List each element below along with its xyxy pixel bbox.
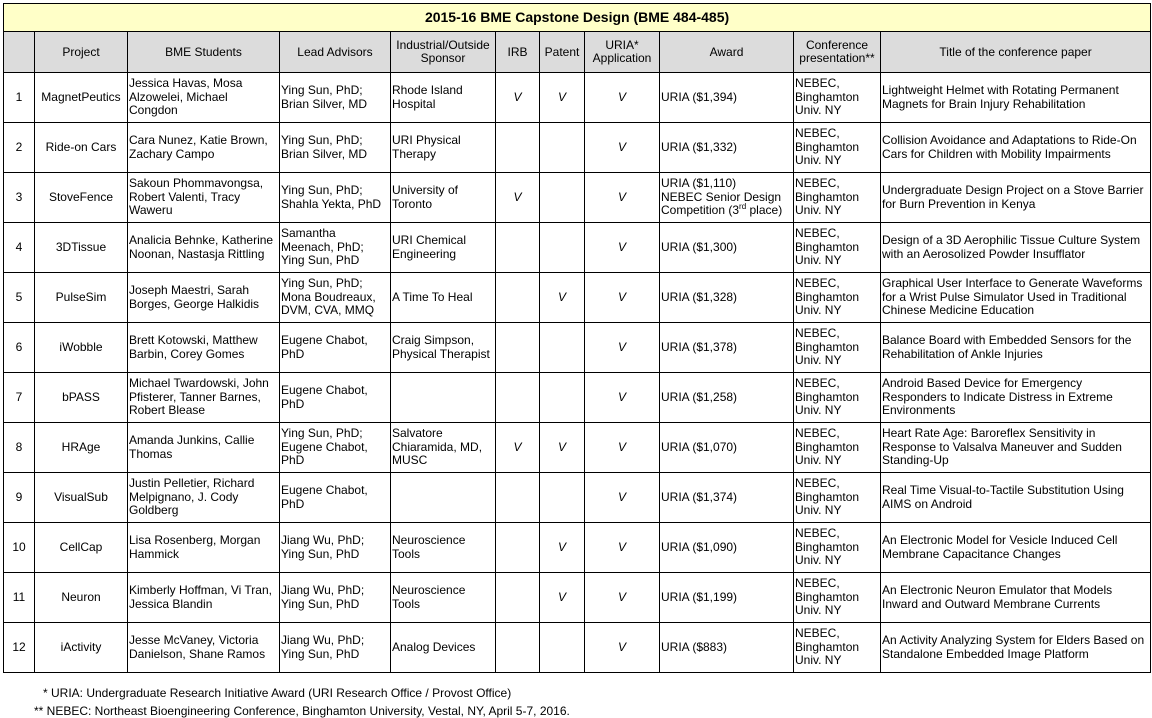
header-students: BME Students	[128, 32, 280, 73]
award-cell: URIA ($1,300)	[660, 223, 794, 273]
patent-check	[540, 123, 585, 173]
row-number: 9	[4, 473, 35, 523]
irb-check: V	[496, 173, 540, 223]
advisors-cell: Samantha Meenach, PhD; Ying Sun, PhD	[280, 223, 391, 273]
uria-check: V	[585, 173, 660, 223]
table-row	[4, 373, 1151, 423]
conference-cell: NEBEC, Binghamton Univ. NY	[794, 423, 881, 473]
irb-check	[496, 273, 540, 323]
paper-title-cell: Heart Rate Age: Baroreflex Sensitivity in Response to Valsalva Maneuver and Sudden Standing-Up	[881, 423, 1151, 473]
paper-title-cell: An Activity Analyzing System for Elders Based on Standalone Embedded Image Platform	[881, 623, 1151, 673]
students-cell: Lisa Rosenberg, Morgan Hammick	[128, 523, 280, 573]
table-body	[4, 73, 1151, 673]
irb-check	[496, 373, 540, 423]
capstone-document	[3, 3, 1150, 718]
students-cell: Amanda Junkins, Callie Thomas	[128, 423, 280, 473]
table-row	[4, 223, 1151, 273]
paper-title-cell: Android Based Device for Emergency Responders to Indicate Distress in Extreme Environments	[881, 373, 1151, 423]
header-sponsor: Industrial/Outside Sponsor	[391, 32, 496, 73]
conference-cell: NEBEC, Binghamton Univ. NY	[794, 273, 881, 323]
row-number: 11	[4, 573, 35, 623]
irb-check	[496, 323, 540, 373]
sponsor-cell	[391, 373, 496, 423]
conference-cell: NEBEC, Binghamton Univ. NY	[794, 323, 881, 373]
conference-cell: NEBEC, Binghamton Univ. NY	[794, 173, 881, 223]
conference-cell: NEBEC, Binghamton Univ. NY	[794, 73, 881, 123]
students-cell: Joseph Maestri, Sarah Borges, George Halkidis	[128, 273, 280, 323]
row-number: 7	[4, 373, 35, 423]
patent-check	[540, 373, 585, 423]
patent-check	[540, 623, 585, 673]
footnote-uria: * URIA: Undergraduate Research Initiative Award (URI Research Office / Provost Office)	[43, 686, 512, 700]
irb-check	[496, 573, 540, 623]
students-cell: Brett Kotowski, Matthew Barbin, Corey Gomes	[128, 323, 280, 373]
patent-check: V	[540, 423, 585, 473]
irb-check	[496, 523, 540, 573]
advisors-cell: Eugene Chabot, PhD	[280, 373, 391, 423]
award-line: URIA ($1,110)	[661, 176, 737, 191]
uria-check: V	[585, 523, 660, 573]
award-cell: URIA ($1,332)	[660, 123, 794, 173]
table-row	[4, 323, 1151, 373]
students-cell: Justin Pelletier, Richard Melpignano, J. Cody Goldberg	[128, 473, 280, 523]
paper-title-cell: Balance Board with Embedded Sensors for the Rehabilitation of Ankle Injuries	[881, 323, 1151, 373]
sponsor-cell: URI Physical Therapy	[391, 123, 496, 173]
award-cell: URIA ($1,258)	[660, 373, 794, 423]
award-cell: URIA ($1,374)	[660, 473, 794, 523]
paper-title-cell: Design of a 3D Aerophilic Tissue Culture System with an Aerosolized Powder Insufflator	[881, 223, 1151, 273]
irb-check: V	[496, 73, 540, 123]
uria-check: V	[585, 73, 660, 123]
paper-title-cell: Graphical User Interface to Generate Waveforms for a Wrist Pulse Simulator Used in Traditional Chinese Medicine Education	[881, 273, 1151, 323]
header-award: Award	[660, 32, 794, 73]
sponsor-cell: Salvatore Chiaramida, MD, MUSC	[391, 423, 496, 473]
sponsor-cell: University of Toronto	[391, 173, 496, 223]
table-row	[4, 623, 1151, 673]
award-place: place)	[746, 203, 783, 218]
header-num	[4, 32, 35, 73]
advisors-cell: Eugene Chabot, PhD	[280, 323, 391, 373]
advisors-cell: Ying Sun, PhD; Eugene Chabot, PhD	[280, 423, 391, 473]
award-cell: URIA ($1,090)	[660, 523, 794, 573]
header-paper: Title of the conference paper	[881, 32, 1151, 73]
header-patent: Patent	[540, 32, 585, 73]
sponsor-cell: Analog Devices	[391, 623, 496, 673]
students-cell: Michael Twardowski, John Pfisterer, Tanner Barnes, Robert Blease	[128, 373, 280, 423]
table-row	[4, 523, 1151, 573]
uria-check: V	[585, 373, 660, 423]
table-row	[4, 73, 1151, 123]
uria-check: V	[585, 423, 660, 473]
award-ordinal-suffix: rd	[739, 202, 747, 212]
patent-check: V	[540, 573, 585, 623]
row-number: 10	[4, 523, 35, 573]
sponsor-cell	[391, 473, 496, 523]
advisors-cell: Ying Sun, PhD; Brian Silver, MD	[280, 73, 391, 123]
students-cell: Kimberly Hoffman, Vi Tran, Jessica Blandin	[128, 573, 280, 623]
award-cell: URIA ($1,070)	[660, 423, 794, 473]
sponsor-cell: A Time To Heal	[391, 273, 496, 323]
table-row	[4, 573, 1151, 623]
award-cell: URIA ($1,199)	[660, 573, 794, 623]
advisors-cell: Ying Sun, PhD; Shahla Yekta, PhD	[280, 173, 391, 223]
patent-check: V	[540, 523, 585, 573]
sponsor-cell: URI Chemical Engineering	[391, 223, 496, 273]
uria-check: V	[585, 323, 660, 373]
sponsor-cell: Neuroscience Tools	[391, 523, 496, 573]
advisors-cell: Ying Sun, PhD; Mona Boudreaux, DVM, CVA, MMQ	[280, 273, 391, 323]
patent-check: V	[540, 273, 585, 323]
row-number: 4	[4, 223, 35, 273]
patent-check	[540, 223, 585, 273]
patent-check	[540, 473, 585, 523]
students-cell: Cara Nunez, Katie Brown, Zachary Campo	[128, 123, 280, 173]
paper-title-cell: An Electronic Model for Vesicle Induced Cell Membrane Capacitance Changes	[881, 523, 1151, 573]
document-title: 2015-16 BME Capstone Design (BME 484-485)	[4, 4, 1151, 32]
project-name: Ride-on Cars	[35, 123, 128, 173]
header-advisors: Lead Advisors	[280, 32, 391, 73]
footnote-nebec: ** NEBEC: Northeast Bioengineering Conference, Binghamton University, Vestal, NY, April 5-7, 2016.	[34, 704, 570, 718]
advisors-cell: Ying Sun, PhD; Brian Silver, MD	[280, 123, 391, 173]
patent-check	[540, 173, 585, 223]
row-number: 6	[4, 323, 35, 373]
patent-check: V	[540, 73, 585, 123]
project-name: CellCap	[35, 523, 128, 573]
advisors-cell: Jiang Wu, PhD; Ying Sun, PhD	[280, 523, 391, 573]
header-conference: Conference presentation**	[794, 32, 881, 73]
students-cell: Jesse McVaney, Victoria Danielson, Shane Ramos	[128, 623, 280, 673]
award-cell	[660, 173, 794, 223]
uria-check: V	[585, 223, 660, 273]
table-row	[4, 473, 1151, 523]
row-number: 8	[4, 423, 35, 473]
table-row	[4, 273, 1151, 323]
row-number: 2	[4, 123, 35, 173]
uria-check: V	[585, 623, 660, 673]
paper-title-cell: Undergraduate Design Project on a Stove Barrier for Burn Prevention in Kenya	[881, 173, 1151, 223]
irb-check	[496, 123, 540, 173]
row-number: 3	[4, 173, 35, 223]
conference-cell: NEBEC, Binghamton Univ. NY	[794, 123, 881, 173]
row-number: 5	[4, 273, 35, 323]
capstone-table	[3, 3, 1151, 673]
table-row	[4, 423, 1151, 473]
paper-title-cell: Collision Avoidance and Adaptations to Ride-On Cars for Children with Mobility Impairments	[881, 123, 1151, 173]
irb-check	[496, 223, 540, 273]
award-cell: URIA ($883)	[660, 623, 794, 673]
irb-check	[496, 473, 540, 523]
sponsor-cell: Rhode Island Hospital	[391, 73, 496, 123]
uria-check: V	[585, 273, 660, 323]
sponsor-cell: Neuroscience Tools	[391, 573, 496, 623]
uria-check: V	[585, 473, 660, 523]
irb-check: V	[496, 423, 540, 473]
header-project: Project	[35, 32, 128, 73]
conference-cell: NEBEC, Binghamton Univ. NY	[794, 623, 881, 673]
table-row	[4, 173, 1151, 223]
advisors-cell: Jiang Wu, PhD; Ying Sun, PhD	[280, 623, 391, 673]
project-name: Neuron	[35, 573, 128, 623]
header-uria: URIA* Application	[585, 32, 660, 73]
table-row	[4, 123, 1151, 173]
award-competition: NEBEC Senior Design Competition (3	[661, 189, 782, 218]
students-cell: Analicia Behnke, Katherine Noonan, Nastasja Rittling	[128, 223, 280, 273]
patent-check	[540, 323, 585, 373]
advisors-cell: Eugene Chabot, PhD	[280, 473, 391, 523]
sponsor-cell: Craig Simpson, Physical Therapist	[391, 323, 496, 373]
project-name: MagnetPeutics	[35, 73, 128, 123]
row-number: 1	[4, 73, 35, 123]
project-name: iActivity	[35, 623, 128, 673]
irb-check	[496, 623, 540, 673]
project-name: VisualSub	[35, 473, 128, 523]
conference-cell: NEBEC, Binghamton Univ. NY	[794, 223, 881, 273]
project-name: PulseSim	[35, 273, 128, 323]
paper-title-cell: An Electronic Neuron Emulator that Models Inward and Outward Membrane Currents	[881, 573, 1151, 623]
students-cell: Jessica Havas, Mosa Alzowelei, Michael Congdon	[128, 73, 280, 123]
header-irb: IRB	[496, 32, 540, 73]
paper-title-cell: Real Time Visual-to-Tactile Substitution Using AIMS on Android	[881, 473, 1151, 523]
students-cell: Sakoun Phommavongsa, Robert Valenti, Tracy Waweru	[128, 173, 280, 223]
project-name: bPASS	[35, 373, 128, 423]
conference-cell: NEBEC, Binghamton Univ. NY	[794, 473, 881, 523]
award-cell: URIA ($1,394)	[660, 73, 794, 123]
project-name: iWobble	[35, 323, 128, 373]
row-number: 12	[4, 623, 35, 673]
conference-cell: NEBEC, Binghamton Univ. NY	[794, 373, 881, 423]
project-name: StoveFence	[35, 173, 128, 223]
project-name: 3DTissue	[35, 223, 128, 273]
award-cell: URIA ($1,328)	[660, 273, 794, 323]
header-row	[4, 32, 1151, 73]
project-name: HRAge	[35, 423, 128, 473]
uria-check: V	[585, 573, 660, 623]
paper-title-cell: Lightweight Helmet with Rotating Permanent Magnets for Brain Injury Rehabilitation	[881, 73, 1151, 123]
conference-cell: NEBEC, Binghamton Univ. NY	[794, 573, 881, 623]
award-cell: URIA ($1,378)	[660, 323, 794, 373]
conference-cell: NEBEC, Binghamton Univ. NY	[794, 523, 881, 573]
advisors-cell: Jiang Wu, PhD; Ying Sun, PhD	[280, 573, 391, 623]
uria-check: V	[585, 123, 660, 173]
